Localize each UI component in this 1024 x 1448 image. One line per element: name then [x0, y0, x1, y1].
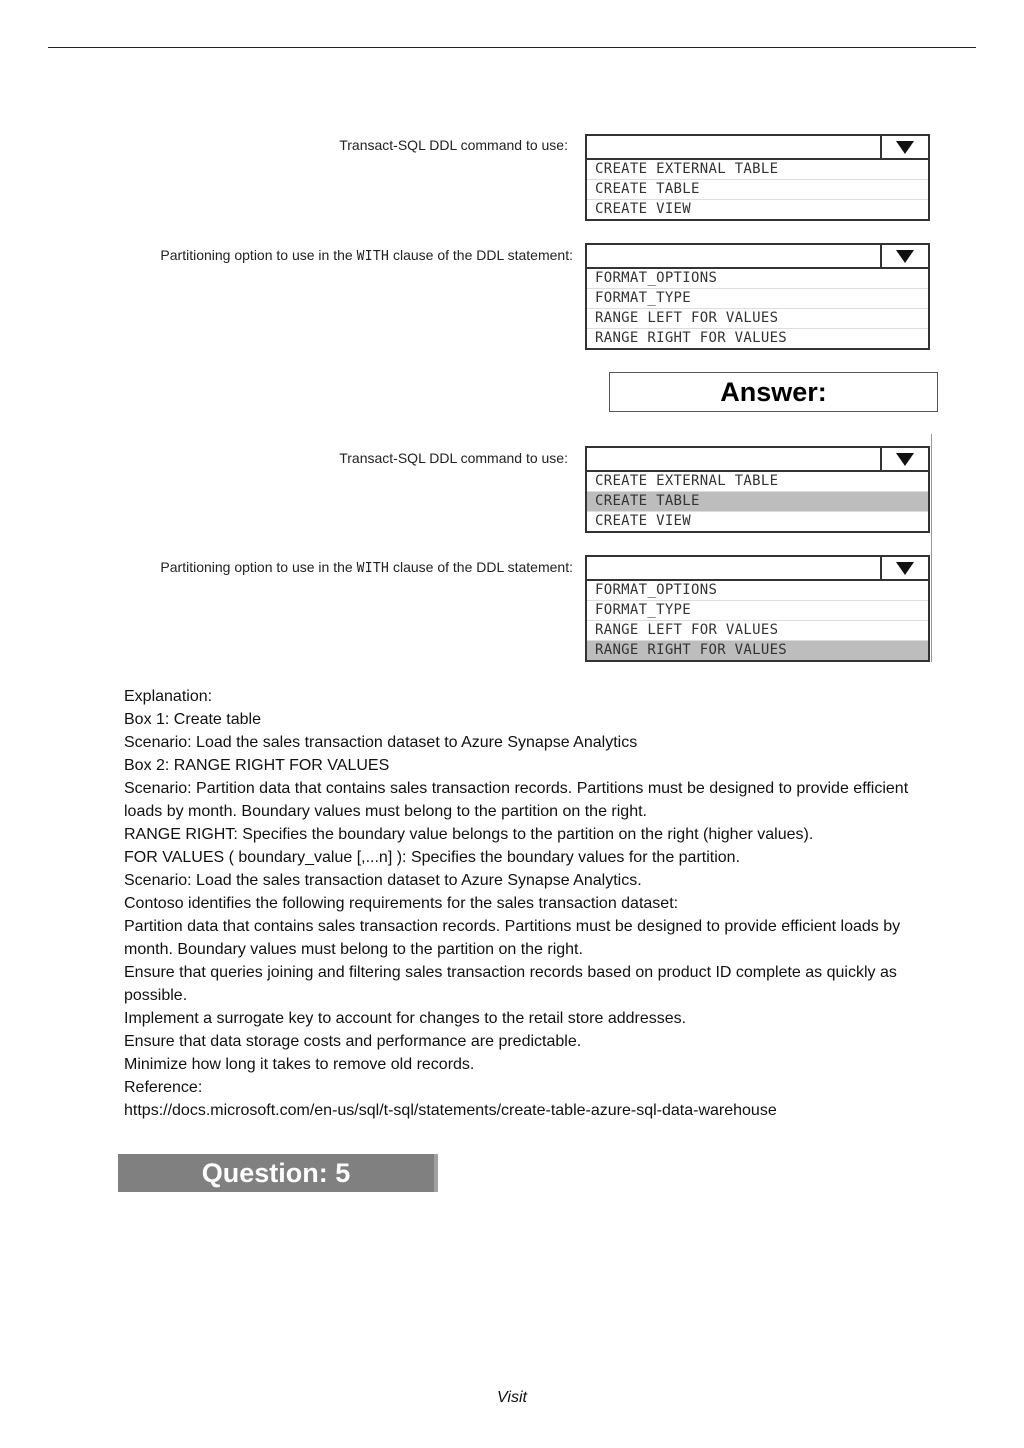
command-dropdown[interactable]: [585, 134, 930, 221]
dropdown-option[interactable]: CREATE EXTERNAL TABLE: [587, 160, 928, 180]
answer-command-dropdown[interactable]: [585, 446, 930, 533]
footer-text: Visit: [497, 1389, 527, 1406]
chevron-down-icon[interactable]: [880, 557, 928, 579]
partition-dropdown[interactable]: [585, 243, 930, 350]
explanation-line: Scenario: Load the sales transaction dataset to Azure Synapse Analytics: [124, 734, 638, 751]
dropdown-header[interactable]: [587, 245, 928, 269]
explanation-line: FOR VALUES ( boundary_value [,...n] ): Specifies the boundary values for the partition.: [124, 849, 741, 866]
partition-label: [160, 247, 573, 264]
chevron-down-icon[interactable]: [880, 448, 928, 470]
top-rule: [48, 47, 976, 48]
answer-heading: Answer:: [609, 372, 938, 412]
explanation-line: Contoso identifies the following requirements for the sales transaction dataset:: [124, 895, 679, 912]
explanation-line: RANGE RIGHT: Specifies the boundary value belongs to the partition on the right (higher values).: [124, 826, 814, 843]
dropdown-option[interactable]: CREATE VIEW: [595, 513, 692, 529]
dropdown-option-selected[interactable]: CREATE TABLE: [587, 492, 928, 512]
answer-partition-label: [160, 559, 573, 576]
partition-label-code: WITH: [356, 561, 390, 576]
answer-side-rule: [931, 434, 932, 662]
dropdown-option[interactable]: CREATE VIEW: [595, 201, 692, 217]
dropdown-header[interactable]: [587, 557, 928, 581]
partition-label-suffix: clause of the DDL statement:: [392, 247, 573, 263]
dropdown-option[interactable]: RANGE LEFT FOR VALUES: [587, 621, 928, 641]
answer-partition-dropdown[interactable]: [585, 555, 930, 662]
explanation-line: Scenario: Partition data that contains sales transaction records. Partitions must be designed to provide efficient loads by month. Boundary values must belong to the partition on the right.: [124, 780, 909, 820]
explanation-line: Ensure that data storage costs and performance are predictable.: [124, 1033, 582, 1050]
dropdown-header[interactable]: [587, 448, 928, 472]
dropdown-option[interactable]: FORMAT_OPTIONS: [587, 269, 928, 289]
partition-label-prefix: Partitioning option to use in the: [160, 247, 353, 263]
explanation-line: Box 1: Create table: [124, 711, 261, 728]
partition-label-suffix: clause of the DDL statement:: [392, 559, 573, 575]
explanation-line: Box 2: RANGE RIGHT FOR VALUES: [124, 757, 390, 774]
dropdown-option[interactable]: FORMAT_TYPE: [587, 601, 928, 621]
question-title: Question: 5: [118, 1154, 438, 1192]
explanation-line: Minimize how long it takes to remove old records.: [124, 1056, 475, 1073]
chevron-down-icon[interactable]: [880, 136, 928, 158]
command-label: Transact-SQL DDL command to use:: [339, 137, 568, 153]
explanation-line: Scenario: Load the sales transaction dataset to Azure Synapse Analytics.: [124, 872, 642, 889]
dropdown-option[interactable]: CREATE TABLE: [587, 180, 928, 200]
chevron-down-icon[interactable]: [880, 245, 928, 267]
dropdown-option[interactable]: CREATE EXTERNAL TABLE: [587, 472, 928, 492]
dropdown-option[interactable]: FORMAT_TYPE: [587, 289, 928, 309]
reference-link[interactable]: https://docs.microsoft.com/en-us/sql/t-sql/statements/create-table-azure-sql-data-warehouse: [124, 1102, 777, 1119]
dropdown-option[interactable]: FORMAT_OPTIONS: [587, 581, 928, 601]
explanation-line: Partition data that contains sales transaction records. Partitions must be designed to provide efficient loads by month. Boundary values must belong to the partition on the right.: [124, 918, 901, 958]
explanation-line: Ensure that queries joining and filtering sales transaction records based on product ID complete as quickly as possible.: [124, 964, 897, 1004]
explanation-line: Implement a surrogate key to account for changes to the retail store addresses.: [124, 1010, 687, 1027]
explanation-line: Explanation:: [124, 688, 213, 705]
dropdown-header[interactable]: [587, 136, 928, 160]
answer-command-label: Transact-SQL DDL command to use:: [339, 450, 568, 466]
partition-label-prefix: Partitioning option to use in the: [160, 559, 353, 575]
dropdown-option[interactable]: RANGE LEFT FOR VALUES: [587, 309, 928, 329]
partition-label-code: WITH: [356, 249, 390, 264]
dropdown-option-selected[interactable]: RANGE RIGHT FOR VALUES: [587, 641, 928, 660]
explanation-line: Reference:: [124, 1079, 203, 1096]
explanation-text: [124, 685, 924, 1122]
dropdown-option[interactable]: RANGE RIGHT FOR VALUES: [595, 330, 788, 346]
